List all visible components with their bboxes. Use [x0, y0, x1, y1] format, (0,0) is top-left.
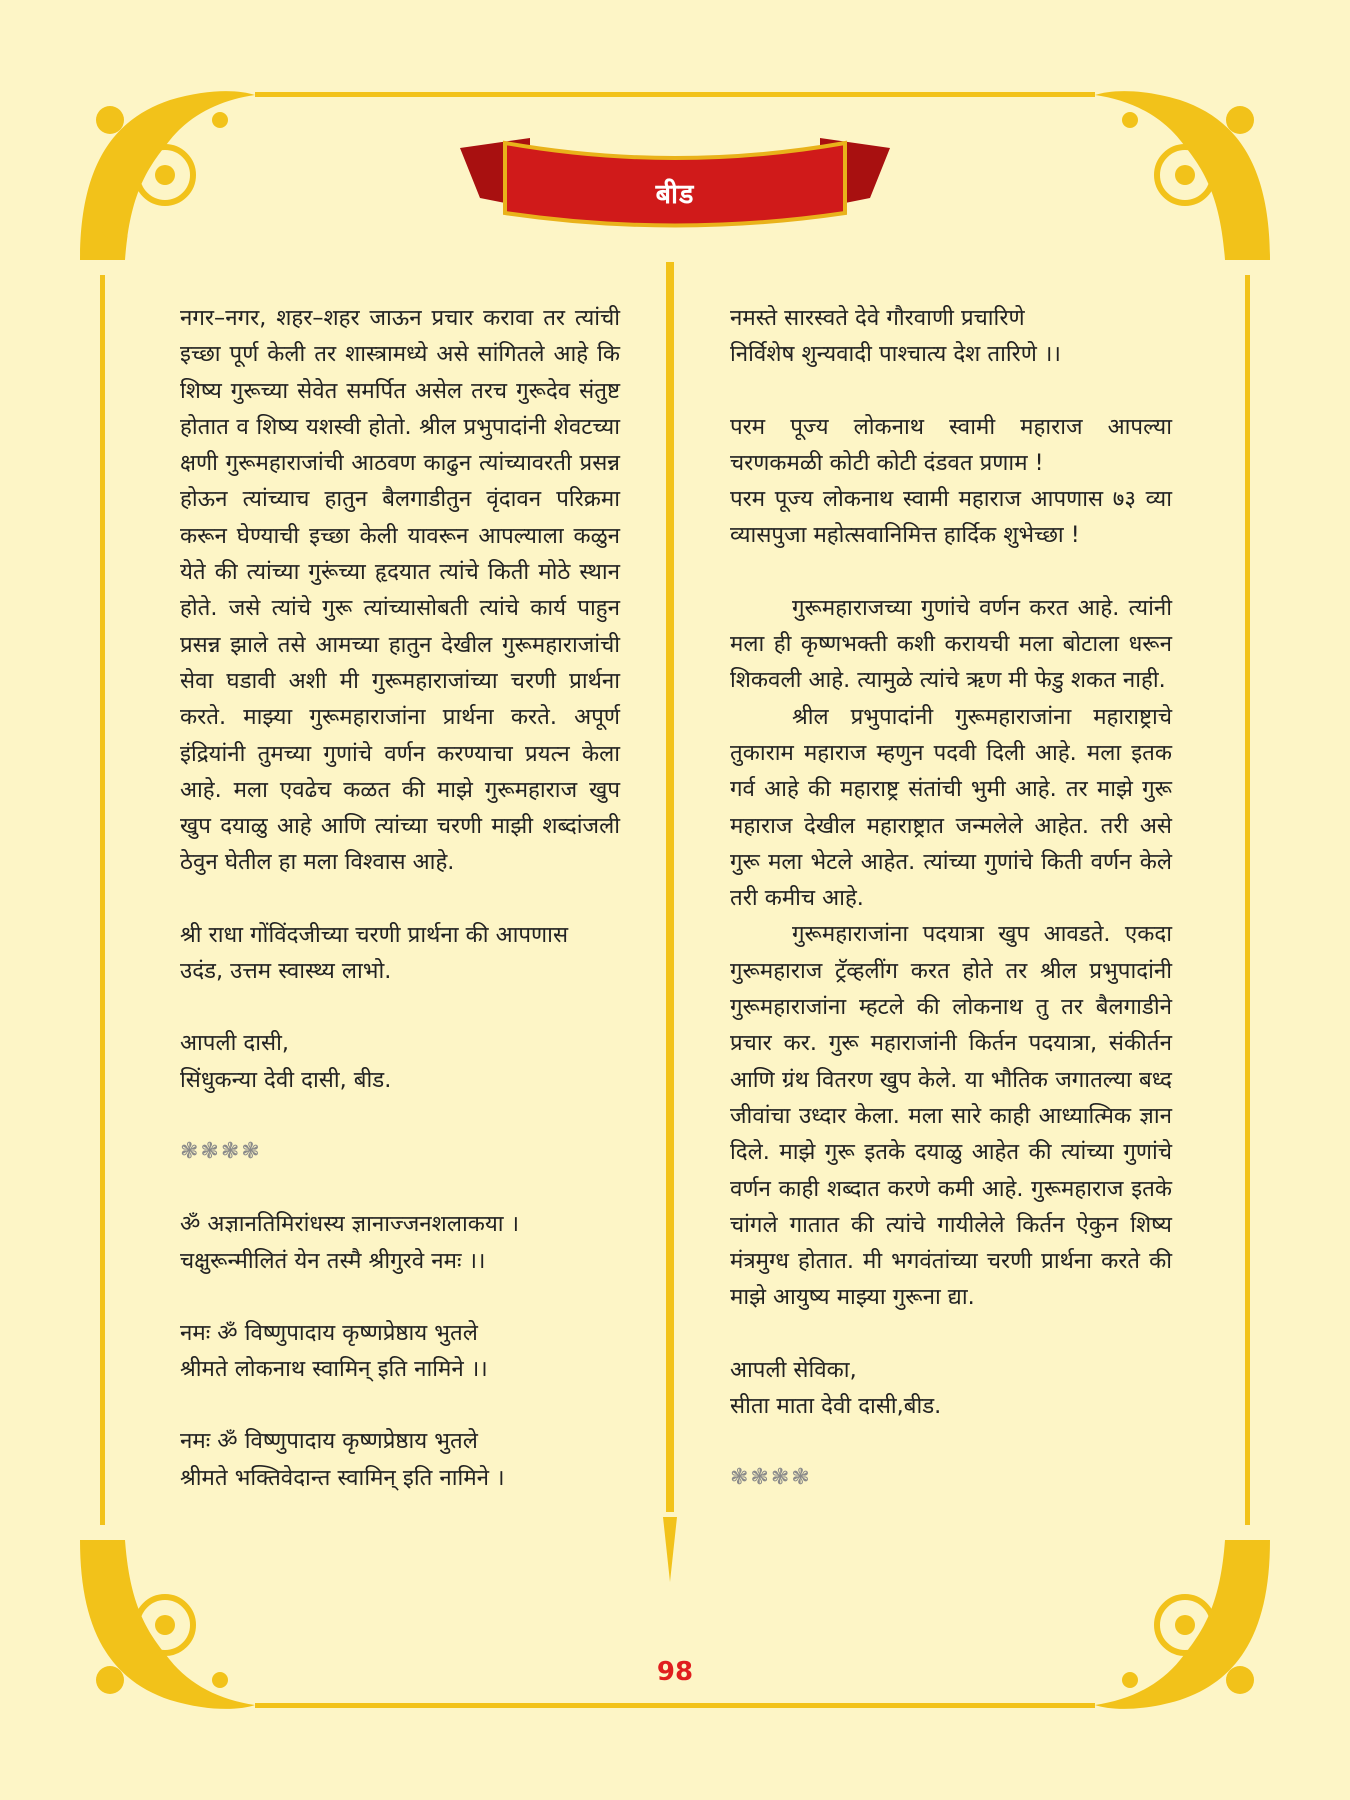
signoff-name: सिंधुकन्या देवी दासी, बीड. [180, 1066, 392, 1093]
right-paragraph: श्रील प्रभुपादांनी गुरूमहाराजांना महाराष्ट्राचे तुकाराम महाराज म्हणुन पदवी दिली आहे. मला इतक गर्व आहे की महाराष्ट्र संतांची भुमी आहे. तर माझे गुरू महाराज देखील महाराष्ट्रात जन्मलेले आहेत. तरी असे गुरू मला भेटले आहेत. त्यांच्या गुणांचे किती वर्णन केले तरी कमीच आहे. [730, 703, 1172, 912]
right-column [730, 300, 1172, 1497]
verse-line: श्रीमते लोकनाथ स्वामिन् इति नामिने ।। [180, 1356, 488, 1383]
signoff-name: सीता माता देवी दासी,बीड. [730, 1393, 942, 1420]
corner-ornament-bottom-left [70, 1530, 260, 1720]
left-column [180, 300, 620, 1496]
greeting-line: परम पूज्य लोकनाथ स्वामी महाराज आपल्या चरणकमळी कोटी कोटी दंडवत प्रणाम ! [730, 413, 1172, 476]
corner-ornament-bottom-right [1090, 1530, 1280, 1720]
frame-right-line [1245, 275, 1250, 1525]
verse-line: निर्विशेष शुन्यवादी पाश्चात्य देश तारिणे ।। [730, 341, 1061, 368]
separator-stars: ❃❃❃❃ [730, 1465, 812, 1491]
verse-line: नमस्ते सारस्वते देवे गौरवाणी प्रचारिणे [730, 305, 1025, 331]
left-paragraph: नगर–नगर, शहर–शहर जाऊन प्रचार करावा तर त्यांची इच्छा पूर्ण केली तर शास्त्रामध्ये असे सांगितले आहे कि शिष्य गुरूच्या सेवेत समर्पित असेल तरच गुरूदेव संतुष्ट होतात व शिष्य यशस्वी होतो. श्रील प्रभुपादांनी शेवटच्या क्षणी गुरूमहाराजांची आठवण काढुन त्यांच्यावरती प्रसन्न होऊन त्यांच्याच हातुन बैलगाडीतुन वृंदावन परिक्रमा करून घेण्याची इच्छा केली यावरून आपल्याला कळुन येते की त्यांच्या गुरूंच्या हृदयात त्यांचे किती मोठे स्थान होते. जसे त्यांचे गुरू त्यांच्यासोबती त्यांचे कार्य पाहुन प्रसन्न झाले तसे आमच्या हातुन देखील गुरूमहाराजांची सेवा घडावी अशी मी गुरूमहाराजांच्या चरणी प्रार्थना करते. माझ्या गुरूमहाराजांना प्रार्थना करते. अपूर्ण इंद्रियांनी तुमच्या गुणांचे वर्णन करण्याचा प्रयत्न केला आहे. मला एवढेच कळत की माझे गुरूमहाराज खुप खुप दयाळु आहे आणि त्यांच्या चरणी माझी शब्दांजली ठेवुन घेतील हा मला विश्वास आहे. [180, 305, 620, 876]
signoff-line: आपली सेविका, [730, 1356, 857, 1383]
prayer-line: उदंड, उत्तम स्वास्थ्य लाभो. [180, 958, 392, 985]
corner-ornament-top-left [70, 80, 260, 270]
frame-bottom-line [255, 1703, 1095, 1708]
frame-left-line [100, 275, 105, 1525]
verse-line: नमः ॐ विष्णुपादाय कृष्णप्रेष्ठाय भुतले [180, 1319, 478, 1346]
page-number: 98 [656, 1657, 694, 1687]
verse-line: नमः ॐ विष्णुपादाय कृष्णप्रेष्ठाय भुतले [180, 1428, 478, 1455]
prayer-line: श्री राधा गोंविंदजीच्या चरणी प्रार्थना की आपणास [180, 921, 569, 948]
corner-ornament-top-right [1090, 80, 1280, 270]
column-divider [663, 262, 677, 1582]
verse-line: श्रीमते भक्तिवेदान्त स्वामिन् इति नामिने । [180, 1464, 505, 1491]
verse-line: चक्षुरून्मीलितं येन तस्मै श्रीगुरवे नमः ।। [180, 1247, 486, 1274]
greeting-line: परम पूज्य लोकनाथ स्वामी महाराज आपणास ७३ व्या व्यासपुजा महोत्सवानिमित्त हार्दिक शुभेच्छा ! [730, 486, 1172, 549]
right-paragraph: गुरूमहाराजांना पदयात्रा खुप आवडते. एकदा गुरूमहाराज ट्रॅव्हलींग करत होते तर श्रील प्रभुपादांनी गुरूमहाराजांना म्हटले की लोकनाथ तु तर बैलगाडीने प्रचार कर. गुरू महाराजांनी किर्तन पदयात्रा, संकीर्तन आणि ग्रंथ वितरण खुप केले. या भौतिक जगातल्या बध्द जीवांचा उध्दार केला. मला सारे काही आध्यात्मिक ज्ञान दिले. माझे गुरू इतके दयाळु आहेत की त्यांच्या गुणांचे वर्णन काही शब्दात करणे कमी आहे. गुरूमहाराज इतके चांगले गातात की त्यांचे गायीलेले किर्तन ऐकुन शिष्य मंत्रमुग्ध होतात. मी भगवंतांच्या चरणी प्रार्थना करते की माझे आयुष्य माझ्या गुरूना द्या. [730, 921, 1172, 1311]
verse-line: ॐ अज्ञानतिमिरांधस्य ज्ञानाज्जनशलाकया । [180, 1211, 520, 1238]
title-ribbon [460, 128, 890, 238]
separator-stars: ❃❃❃❃ [180, 1138, 262, 1164]
page-title: बीड [655, 179, 695, 210]
frame-top-line [255, 92, 1095, 97]
signoff-line: आपली दासी, [180, 1030, 289, 1057]
right-paragraph: गुरूमहाराजच्या गुणांचे वर्णन करत आहे. त्यांनी मला ही कृष्णभक्ती कशी करायची मला बोटाला धरून शिकवली आहे. त्यामुळे त्यांचे ऋण मी फेडु शकत नाही. [730, 594, 1172, 694]
